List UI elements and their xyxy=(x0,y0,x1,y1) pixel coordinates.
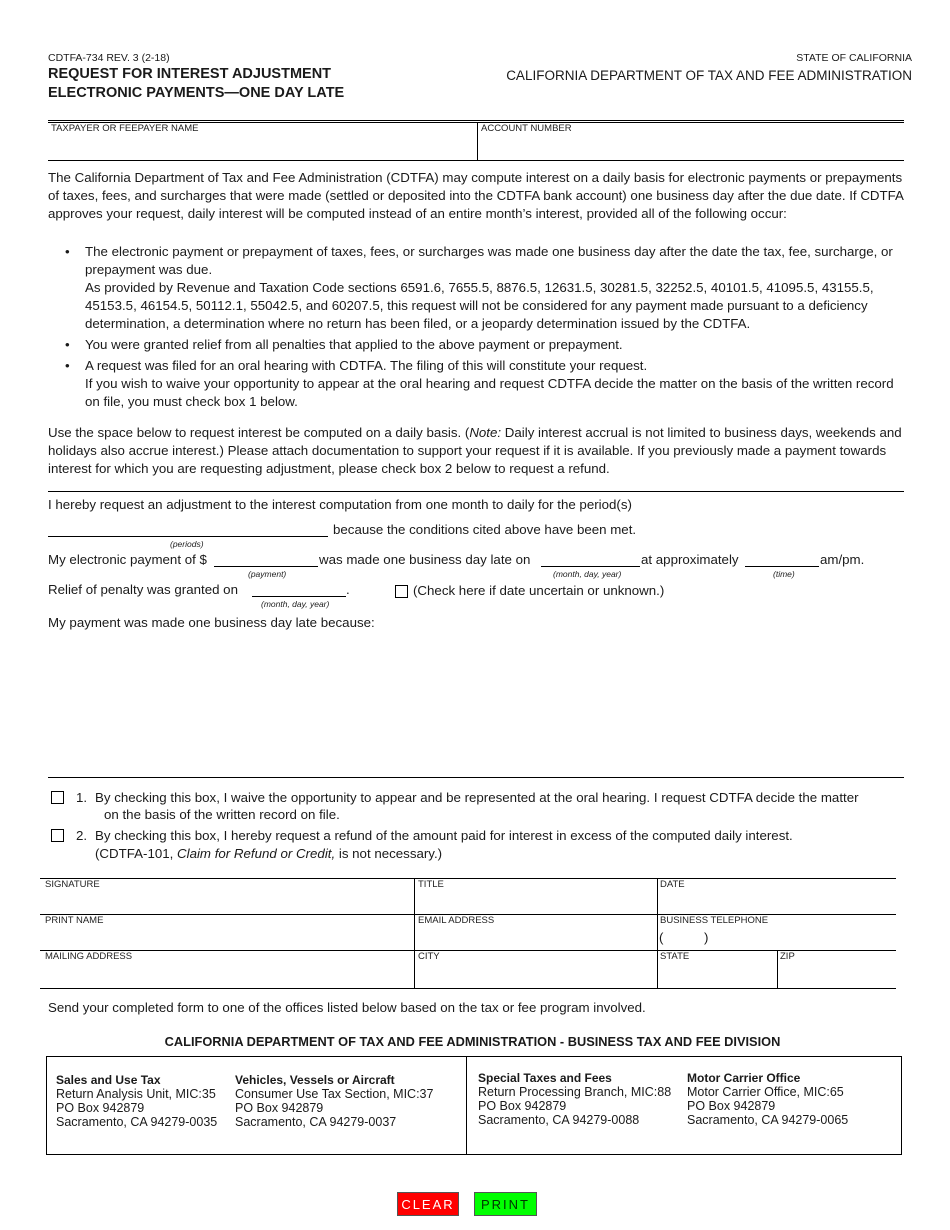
office-city: Sacramento, CA 94279-0037 xyxy=(235,1115,397,1129)
condition-1-text: • The electronic payment or prepayment of taxes, fees, or surcharges was made one business day after the date the tax, fee, surcharge, or prepayment was due. xyxy=(85,244,893,277)
title-label: TITLE xyxy=(418,879,444,890)
date-caption: (month, day, year) xyxy=(553,569,622,579)
payment-date-input[interactable] xyxy=(541,552,640,567)
option-2-text-line1: By checking this box, I hereby request a refund of the amount paid for interest in excess of the computed daily interest. xyxy=(95,828,793,843)
office-unit: Return Analysis Unit, MIC:35 xyxy=(56,1087,216,1101)
office-unit: Consumer Use Tax Section, MIC:37 xyxy=(235,1087,434,1101)
email-label: EMAIL ADDRESS xyxy=(418,915,495,926)
approximately-text: at approximately xyxy=(641,552,739,567)
penalty-date-caption: (month, day, year) xyxy=(261,599,330,609)
title-input[interactable] xyxy=(415,891,656,913)
office-special-taxes-fees xyxy=(478,1071,671,1127)
office-po-box: PO Box 942879 xyxy=(56,1101,145,1115)
phone-input[interactable] xyxy=(666,928,895,949)
periods-caption: (periods) xyxy=(170,539,204,549)
office-vehicles-vessels-aircraft xyxy=(235,1073,433,1129)
phone-paren-open: ( xyxy=(659,930,664,945)
zip-label: ZIP xyxy=(780,951,795,962)
office-unit: Return Processing Branch, MIC:88 xyxy=(478,1085,672,1099)
account-number-label: ACCOUNT NUMBER xyxy=(481,123,572,134)
form-number: CDTFA-734 REV. 3 (2-18) xyxy=(48,52,170,64)
mailing-address-input[interactable] xyxy=(41,963,413,987)
account-number-input[interactable] xyxy=(478,135,904,159)
ampm-text: am/pm. xyxy=(820,552,865,567)
periods-input[interactable] xyxy=(48,522,328,537)
office-city: Sacramento, CA 94279-0065 xyxy=(687,1113,849,1127)
state-input[interactable] xyxy=(658,963,776,987)
print-button[interactable]: PRINT xyxy=(474,1192,537,1216)
condition-3-waive-text: If you wish to waive your opportunity to appear at the oral hearing and request CDTFA decide the matter on the basis of the written record on file, you must check box 1 below. xyxy=(85,376,894,409)
because-conditions-text: because the conditions cited above have been met. xyxy=(333,522,637,537)
city-input[interactable] xyxy=(415,963,656,987)
payment-caption: (payment) xyxy=(248,569,287,579)
payment-prefix-text: My electronic payment of $ xyxy=(48,552,207,567)
send-instructions: Send your completed form to one of the offices listed below based on the tax or fee program involved. xyxy=(48,1000,646,1015)
refund-checkbox[interactable] xyxy=(51,829,64,842)
signature-input[interactable] xyxy=(41,891,413,913)
office-name: Motor Carrier Office xyxy=(687,1071,801,1085)
penalty-date-period: . xyxy=(346,582,350,597)
option-2-text-line2 xyxy=(95,845,442,863)
time-caption: (time) xyxy=(773,569,795,579)
office-sales-use-tax xyxy=(56,1073,217,1129)
waive-hearing-checkbox[interactable] xyxy=(51,791,64,804)
condition-1-code-text: As provided by Revenue and Taxation Code sections 6591.6, 7655.5, 8876.5, 12631.5, 30281.5, 32252.5, 40101.5, 41095.5, 43155.5, 45153.5, 46154.5, 50112.1, 55042.5, and 60207.5, this request will not be considered for any payment made pursuant to a deficiency determination, a determination where no return has been filed, or a jeopardy determination issued by the CDTFA. xyxy=(85,280,874,331)
condition-item-1 xyxy=(48,243,910,333)
print-name-label: PRINT NAME xyxy=(45,915,104,926)
phone-paren-close: ) xyxy=(704,930,709,945)
option-1-number: 1. xyxy=(76,790,88,805)
clear-button[interactable]: CLEAR xyxy=(397,1192,459,1216)
office-unit: Motor Carrier Office, MIC:65 xyxy=(687,1085,844,1099)
zip-input[interactable] xyxy=(778,963,895,987)
late-reason-label: My payment was made one business day late because: xyxy=(48,615,375,630)
office-po-box: PO Box 942879 xyxy=(478,1099,567,1113)
option-2-number: 2. xyxy=(76,828,88,843)
signature-label: SIGNATURE xyxy=(45,879,100,890)
date-input[interactable] xyxy=(658,891,895,913)
state-label: STATE OF CALIFORNIA xyxy=(796,52,912,64)
offices-heading: CALIFORNIA DEPARTMENT OF TAX AND FEE ADMINISTRATION - BUSINESS TAX AND FEE DIVISION xyxy=(164,1034,781,1049)
print-name-input[interactable] xyxy=(41,927,413,949)
phone-label: BUSINESS TELEPHONE xyxy=(660,915,769,926)
instructions-after-note: Daily interest accrual is not limited to business days, weekends and holidays also accrue interest.) Please attach documentation to support your request if it is available. If you previously made a payment towards interest for which you are requesting adjustment, please check box 2 below to request a refund. xyxy=(48,425,902,476)
office-city: Sacramento, CA 94279-0088 xyxy=(478,1113,640,1127)
option-2-post: is not necessary.) xyxy=(335,846,443,861)
state-label-field: STATE xyxy=(660,951,690,962)
city-label: CITY xyxy=(418,951,440,962)
instructions-paragraph xyxy=(48,424,910,478)
intro-paragraph: The California Department of Tax and Fee Administration (CDTFA) may compute interest on a daily basis for electronic payments or prepayments of taxes, fees, and surcharges that were made (settled or deposited into the CDTFA bank account) one business day after the due date. If CDTFA approves your request, daily interest will be computed instead of an entire month’s interest, provided all of the following occur: xyxy=(48,170,904,221)
payment-time-input[interactable] xyxy=(745,552,819,567)
condition-2-text: • You were granted relief from all penalties that applied to the above payment or prepayment. xyxy=(85,337,623,352)
penalty-relief-text: Relief of penalty was granted on xyxy=(48,582,238,597)
mailing-address-label: MAILING ADDRESS xyxy=(45,951,133,962)
form-title-line2: ELECTRONIC PAYMENTS—ONE DAY LATE xyxy=(48,85,345,101)
date-label: DATE xyxy=(660,879,685,890)
agency-name: CALIFORNIA DEPARTMENT OF TAX AND FEE ADMINISTRATION xyxy=(506,68,912,83)
email-input[interactable] xyxy=(415,927,656,949)
instructions-before-note: Use the space below to request interest be computed on a daily basis. ( xyxy=(48,425,470,440)
office-motor-carrier xyxy=(687,1071,848,1127)
late-reason-input[interactable] xyxy=(48,636,908,776)
office-po-box: PO Box 942879 xyxy=(235,1101,324,1115)
office-name: Sales and Use Tax xyxy=(56,1073,161,1087)
conditions-list xyxy=(48,243,910,414)
penalty-date-input[interactable] xyxy=(252,582,346,597)
option-2-pre: (CDTFA-101, xyxy=(95,846,178,861)
condition-3-text: • A request was filed for an oral hearing with CDTFA. The filing of this will constitute your request. xyxy=(85,358,648,373)
option-1-text-line1: By checking this box, I waive the opportunity to appear and be represented at the oral hearing. I request CDTFA decide the matter xyxy=(95,790,859,805)
office-name: Special Taxes and Fees xyxy=(478,1071,612,1085)
date-uncertain-checkbox[interactable] xyxy=(395,585,408,598)
office-city: Sacramento, CA 94279-0035 xyxy=(56,1115,218,1129)
date-uncertain-text: (Check here if date uncertain or unknown.) xyxy=(413,583,665,598)
option-2-form-name: Claim for Refund or Credit, xyxy=(177,846,336,861)
note-label: Note: xyxy=(469,425,502,440)
request-statement: I hereby request an adjustment to the interest computation from one month to daily for the period(s) xyxy=(48,497,632,512)
form-title-line1: REQUEST FOR INTEREST ADJUSTMENT xyxy=(48,66,332,82)
condition-item-2 xyxy=(48,336,910,354)
condition-item-3 xyxy=(48,357,910,411)
taxpayer-name-label: TAXPAYER OR FEEPAYER NAME xyxy=(51,123,199,134)
payment-amount-input[interactable] xyxy=(214,552,318,567)
office-name: Vehicles, Vessels or Aircraft xyxy=(235,1073,395,1087)
late-on-text: was made one business day late on xyxy=(319,552,531,567)
taxpayer-name-input[interactable] xyxy=(48,135,476,159)
office-po-box: PO Box 942879 xyxy=(687,1099,776,1113)
option-1-text-line2: on the basis of the written record on file. xyxy=(104,807,340,822)
